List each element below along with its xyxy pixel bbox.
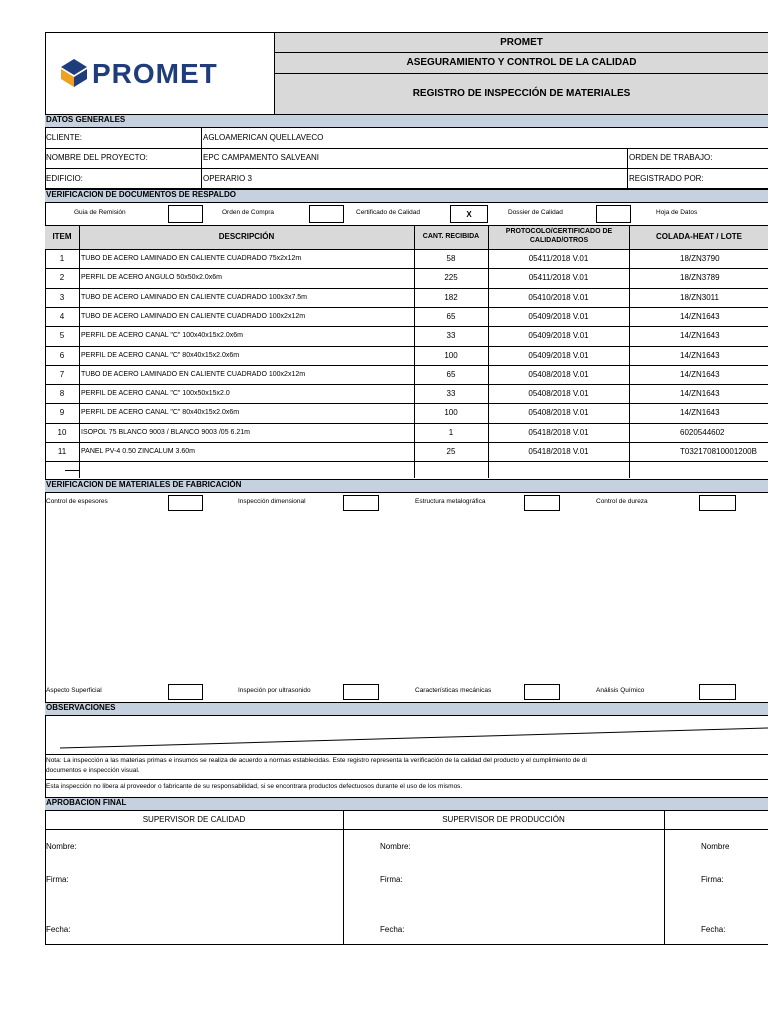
- orden-trabajo-label: ORDEN DE TRABAJO:: [629, 153, 713, 162]
- row-colada: 14/ZN1643: [680, 332, 720, 340]
- row-protocolo: 05411/2018 V.01: [528, 254, 589, 263]
- analisis-quimico-checkbox[interactable]: [699, 684, 736, 700]
- row-cantidad: 182: [444, 293, 458, 302]
- edificio-value: OPERARIO 3: [203, 174, 252, 183]
- calidad-fecha-label: Fecha:: [46, 925, 71, 934]
- row-description: PERFIL DE ACERO ANGULO 50x50x2.0x6m: [81, 274, 222, 281]
- row-cantidad: 58: [446, 254, 456, 263]
- certificado-calidad-checkbox[interactable]: [450, 205, 488, 223]
- table-row-line: [45, 403, 768, 404]
- orden-compra-checkbox[interactable]: [309, 205, 344, 223]
- row-description: PANEL PV-4 0.50 ZINCALUM 3.60m: [81, 448, 195, 455]
- analisis-quimico-label: Análisis Químico: [596, 687, 645, 694]
- datos-generales-band: [45, 114, 768, 128]
- department-title: ASEGURAMIENTO Y CONTROL DE LA CALIDAD: [406, 57, 637, 68]
- verificacion-documentos-title: VERIFICACION DE DOCUMENTOS DE RESPALDO: [46, 190, 236, 199]
- table-row-line: [45, 307, 768, 308]
- row-protocolo: 05409/2018 V.01: [528, 331, 589, 340]
- supervisor-calidad-header: SUPERVISOR DE CALIDAD: [142, 815, 246, 824]
- observaciones-line: [60, 726, 768, 750]
- estructura-metalografica-label: Estructura metalográfica: [415, 498, 486, 505]
- tercer-firma-label: Firma:: [701, 875, 724, 884]
- datos-generales-title: DATOS GENERALES: [46, 115, 126, 124]
- table-row-line: [45, 249, 768, 250]
- ultrasonido-checkbox[interactable]: [343, 684, 379, 700]
- aspecto-superficial-checkbox[interactable]: [168, 684, 203, 700]
- row-colada: 14/ZN1643: [680, 409, 720, 417]
- col-descripcion-header: DESCRIPCIÓN: [218, 232, 275, 241]
- tercer-nombre-label: Nombre: [701, 842, 730, 851]
- edificio-label: EDIFICIO:: [46, 174, 83, 183]
- row-item: 11: [57, 447, 67, 456]
- table-row-line: [45, 365, 768, 366]
- nota-linea-2: documentos e inspección visual.: [46, 767, 140, 774]
- produccion-firma-label: Firma:: [380, 875, 403, 884]
- row-item: 6: [59, 351, 65, 360]
- ultrasonido-label: Inspeción por ultrasonido: [238, 687, 311, 694]
- row-cantidad: 1: [448, 428, 454, 437]
- certificado-mark: X: [466, 210, 472, 219]
- row-colada: 14/ZN1643: [680, 390, 720, 398]
- control-espesores-checkbox[interactable]: [168, 495, 203, 511]
- table-row-line: [45, 268, 768, 269]
- row-protocolo: 05410/2018 V.01: [528, 293, 589, 302]
- proyecto-label: NOMBRE DEL PROYECTO:: [46, 153, 148, 162]
- registrado-por-label: REGISTRADO POR:: [629, 174, 704, 183]
- table-row-line: [45, 461, 768, 462]
- col-protocolo-header: PROTOCOLO/CERTIFICADO DE CALIDAD/OTROS: [505, 228, 613, 244]
- row-cantidad: 100: [444, 408, 458, 417]
- table-row-line: [45, 384, 768, 385]
- row-cantidad: 65: [446, 312, 456, 321]
- logo-text: PROMET: [92, 58, 218, 89]
- promet-logo-icon: [60, 58, 88, 88]
- inspeccion-dimensional-label: Inspección dimensional: [238, 498, 306, 505]
- observaciones-title: OBSERVACIONES: [46, 703, 116, 712]
- table-row-line: [45, 288, 768, 289]
- control-dureza-checkbox[interactable]: [699, 495, 736, 511]
- row-colada: 6020544602: [680, 429, 725, 437]
- row-item: 8: [59, 389, 65, 398]
- cliente-label: CLIENTE:: [46, 133, 83, 142]
- nota-linea-1: Nota: La inspección a las materias primas e insumos se realiza de acuerdo a normas establecidas. Este registro representa la verificación de la calidad del producto y el cumplimiento de di: [46, 757, 587, 764]
- caracteristicas-mecanicas-checkbox[interactable]: [524, 684, 560, 700]
- guia-remision-label: Guia de Remisión: [74, 209, 126, 216]
- row-item: 5: [59, 331, 65, 340]
- row-item: 2: [59, 273, 65, 282]
- row-colada: 18/ZN3011: [680, 294, 719, 302]
- inspeccion-dimensional-checkbox[interactable]: [343, 495, 379, 511]
- row-item: 10: [57, 428, 67, 437]
- row-description: TUBO DE ACERO LAMINADO EN CALIENTE CUADRADO 100x2x12m: [81, 313, 306, 320]
- aprobacion-title: APROBACION FINAL: [46, 798, 127, 807]
- row-item: 7: [59, 370, 65, 379]
- dossier-calidad-checkbox[interactable]: [596, 205, 631, 223]
- row-cantidad: 100: [444, 351, 458, 360]
- row-description: TUBO DE ACERO LAMINADO EN CALIENTE CUADRADO 100x2x12m: [81, 371, 306, 378]
- col-item-header: ITEM: [52, 232, 72, 241]
- col-cant-header: CANT. RECIBIDA: [422, 233, 480, 240]
- row-cantidad: 225: [444, 273, 458, 282]
- row-protocolo: 05408/2018 V.01: [528, 389, 589, 398]
- verificacion-fabricacion-title: VERIFICACION DE MATERIALES DE FABRICACIÓN: [46, 480, 242, 489]
- table-row-line: [45, 346, 768, 347]
- row-colada: 14/ZN1643: [680, 371, 720, 379]
- hoja-datos-label: Hoja de Datos: [656, 209, 698, 216]
- col-colada-header: COLADA-HEAT / LOTE: [655, 232, 743, 241]
- row-protocolo: 05409/2018 V.01: [528, 312, 589, 321]
- row-protocolo: 05418/2018 V.01: [528, 428, 589, 437]
- row-cantidad: 65: [446, 370, 456, 379]
- row-protocolo: 05418/2018 V.01: [528, 447, 589, 456]
- table-row-line: [45, 423, 768, 424]
- proyecto-value: EPC CAMPAMENTO SALVEANI: [203, 153, 320, 162]
- row-description: PERFIL DE ACERO CANAL "C" 100x40x15x2.0x6m: [81, 332, 244, 339]
- certificado-calidad-label: Certificado de Calidad: [356, 209, 420, 216]
- row-description: TUBO DE ACERO LAMINADO EN CALIENTE CUADRADO 75x2x12m: [81, 255, 302, 262]
- estructura-metalografica-checkbox[interactable]: [524, 495, 560, 511]
- row-item: 1: [59, 254, 65, 263]
- company-logo: [60, 56, 250, 92]
- row-description: TUBO DE ACERO LAMINADO EN CALIENTE CUADRADO 100x3x7.5m: [81, 294, 307, 301]
- row-item: 4: [59, 312, 65, 321]
- row-protocolo: 05411/2018 V.01: [528, 273, 589, 282]
- row-colada: 14/ZN1643: [680, 313, 720, 321]
- caracteristicas-mecanicas-label: Características mecánicas: [415, 687, 492, 694]
- control-dureza-label: Control de dureza: [596, 498, 648, 505]
- row-item: 9: [59, 408, 65, 417]
- row-description: PERFIL DE ACERO CANAL "C" 80x40x15x2.0x6m: [81, 352, 240, 359]
- row-colada: T032170810001200B: [680, 448, 757, 456]
- nota-responsabilidad: Esta inspección no libera al proveedor o fabricante de su responsabilidad, si se encontrara productos defectuosos durante el uso de los mismos.: [46, 783, 463, 790]
- dossier-calidad-label: Dossier de Calidad: [508, 209, 563, 216]
- produccion-nombre-label: Nombre:: [380, 842, 411, 851]
- table-row-line: [45, 326, 768, 327]
- table-row-line: [65, 470, 79, 471]
- cliente-value: AGLOAMERICAN QUELLAVECO: [203, 133, 324, 142]
- row-item: 3: [59, 293, 65, 302]
- tercer-fecha-label: Fecha:: [701, 925, 726, 934]
- document-title: REGISTRO DE INSPECCIÓN DE MATERIALES: [412, 88, 631, 99]
- orden-compra-label: Orden de Compra: [222, 209, 275, 216]
- row-colada: 14/ZN1643: [680, 352, 720, 360]
- row-colada: 18/ZN3789: [680, 274, 720, 282]
- table-row-line: [45, 442, 768, 443]
- row-colada: 18/ZN3790: [680, 255, 720, 263]
- row-protocolo: 05409/2018 V.01: [528, 351, 589, 360]
- calidad-firma-label: Firma:: [46, 875, 69, 884]
- row-protocolo: 05408/2018 V.01: [528, 408, 589, 417]
- observaciones-band: [45, 702, 768, 716]
- row-description: PERFIL DE ACERO CANAL "C" 80x40x15x2.0x6m: [81, 409, 240, 416]
- control-espesores-label: Control de espesores: [46, 498, 108, 505]
- guia-remision-checkbox[interactable]: [168, 205, 203, 223]
- aspecto-superficial-label: Aspecto Superficial: [46, 687, 102, 694]
- row-cantidad: 33: [446, 389, 456, 398]
- company-name: PROMET: [500, 37, 543, 48]
- row-description: PERFIL DE ACERO CANAL "C" 100x50x15x2.0: [81, 390, 230, 397]
- row-cantidad: 33: [446, 331, 456, 340]
- aprobacion-band: [45, 797, 768, 811]
- row-protocolo: 05408/2018 V.01: [528, 370, 589, 379]
- row-cantidad: 25: [446, 447, 456, 456]
- calidad-nombre-label: Nombre:: [46, 842, 77, 851]
- produccion-fecha-label: Fecha:: [380, 925, 405, 934]
- supervisor-produccion-header: SUPERVISOR DE PRODUCCIÓN: [442, 815, 565, 824]
- row-description: ISOPOL 75 BLANCO 9003 / BLANCO 9003 /05 6.21m: [81, 429, 250, 436]
